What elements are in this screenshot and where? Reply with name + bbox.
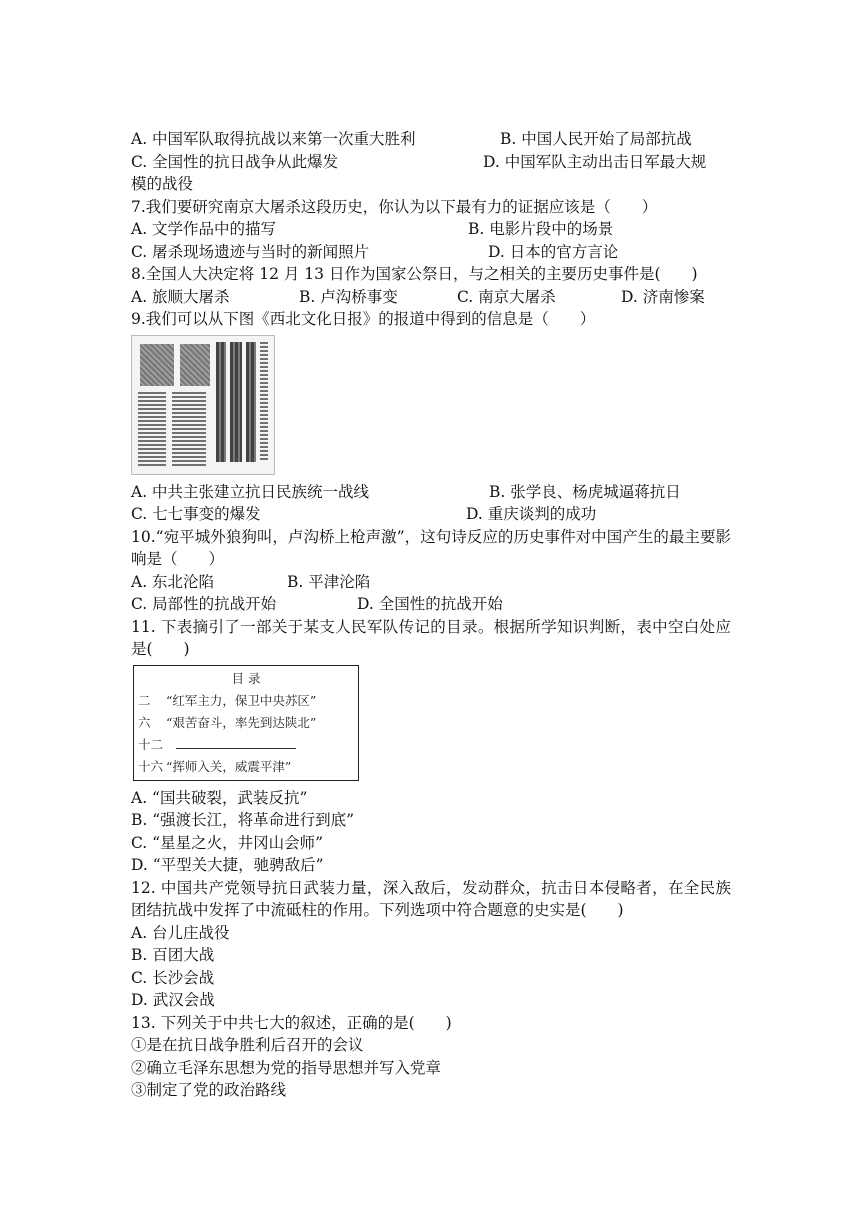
q12-option-b: B. 百团大战 xyxy=(131,946,215,964)
q13-stem: 13. 下列关于中共七大的叙述，正确的是( ) xyxy=(131,1013,452,1032)
q13-statement: ①是在抗日战争胜利后召开的会议 xyxy=(131,1036,364,1054)
q7-options-row-1 xyxy=(131,218,731,241)
q11-option-a: A. “国共破裂，武装反抗” xyxy=(131,788,308,807)
q8-stem: 8.全国人大决定将 12 月 13 日作为国家公祭日，与之相关的主要历史事件是( ) xyxy=(131,265,698,283)
toc-row-number: 六 xyxy=(138,714,151,730)
toc-row-text: “红军主力，保卫中央苏区” xyxy=(166,692,317,708)
q9-option-d: D. 重庆谈判的成功 xyxy=(466,505,597,523)
q10-option-a: A. 东北沦陷 xyxy=(131,572,215,591)
q6-option-b: B. 中国人民开始了局部抗战 xyxy=(500,130,692,148)
toc-blank-line xyxy=(176,734,296,749)
q10-option-d: D. 全国性的抗战开始 xyxy=(357,595,503,613)
toc-row xyxy=(138,690,358,712)
q7-option-b: B. 电影片段中的场景 xyxy=(468,220,614,238)
q7-option-c: C. 屠杀现场遗迹与当时的新闻照片 xyxy=(131,242,370,261)
q9-options-row-2 xyxy=(131,503,731,526)
newspaper-image xyxy=(131,335,275,475)
q6-option-d-continued: 模的战役 xyxy=(131,175,194,193)
toc-row xyxy=(138,756,358,778)
q10-option-b: B. 平津沦陷 xyxy=(287,572,371,591)
q8-options-row xyxy=(131,286,731,309)
q10-stem: 10.“宛平城外狼狗叫，卢沟桥上枪声激”，这句诗反应的历史事件对中国产生的最主要影响是（ ） xyxy=(131,527,731,568)
q11-option-b: B. “强渡长江，将革命进行到底” xyxy=(131,811,355,829)
q6-option-c: C. 全国性的抗日战争从此爆发 xyxy=(131,152,339,171)
q8-option-a: A. 旅顺大屠杀 xyxy=(131,287,230,306)
q11-option-c: C. “星星之火，井冈山会师” xyxy=(131,833,324,852)
q7-stem: 7.我们要研究南京大屠杀这段历史，你认为以下最有力的证据应该是（ ） xyxy=(131,197,658,216)
toc-row-number: 十六 xyxy=(138,758,164,774)
q12-option-d: D. 武汉会战 xyxy=(131,991,215,1009)
exam-page xyxy=(131,128,731,1102)
toc-row xyxy=(138,734,358,756)
q7-option-d: D. 日本的官方言论 xyxy=(488,242,619,261)
q8-option-b: B. 卢沟桥事变 xyxy=(299,287,398,306)
toc-row-text: “艰苦奋斗，率先到达陕北” xyxy=(166,714,317,730)
q9-options-row-1 xyxy=(131,481,731,504)
q12-stem: 12. 中国共产党领导抗日武装力量，深入敌后，发动群众，抗击日本侵略者，在全民族团结抗战中发挥了中流砥柱的作用。下列选项中符合题意的史实是( ) xyxy=(131,878,731,919)
q6-options-row-2 xyxy=(131,151,731,174)
q6-options-row-1 xyxy=(131,128,731,151)
q11-option-d: D. “平型关大捷，驰骋敌后” xyxy=(131,856,324,874)
table-of-contents xyxy=(133,665,359,781)
toc-row-number: 二 xyxy=(138,692,151,708)
q8-option-c: C. 南京大屠杀 xyxy=(457,287,556,306)
q9-option-c: C. 七七事变的爆发 xyxy=(131,505,261,523)
q11-stem: 11. 下表摘引了一部关于某支人民军队传记的目录。根据所学知识判断，表中空白处应是( ) xyxy=(131,617,731,658)
q10-option-c: C. 局部性的抗战开始 xyxy=(131,595,277,613)
q10-options-row-1 xyxy=(131,571,731,594)
q9-option-a: A. 中共主张建立抗日民族统一战线 xyxy=(131,482,370,501)
q12-option-c: C. 长沙会战 xyxy=(131,968,215,987)
toc-title: 目录 xyxy=(231,670,265,686)
q13-statement: ③制定了党的政治路线 xyxy=(131,1081,287,1099)
q9-stem: 9.我们可以从下图《西北文化日报》的报道中得到的信息是（ ） xyxy=(131,310,596,328)
q7-options-row-2 xyxy=(131,241,731,264)
q6-option-a: A. 中国军队取得抗战以来第一次重大胜利 xyxy=(131,130,416,148)
q13-statement: ②确立毛泽东思想为党的指导思想并写入党章 xyxy=(131,1058,442,1077)
toc-row xyxy=(138,712,358,734)
q7-option-a: A. 文学作品中的描写 xyxy=(131,220,277,238)
toc-row-number: 十二 xyxy=(138,736,164,752)
q10-options-row-2 xyxy=(131,593,731,616)
q9-option-b: B. 张学良、杨虎城逼蒋抗日 xyxy=(489,482,681,501)
toc-row-text: “挥师入关，威震平津” xyxy=(166,758,292,774)
q6-option-d: D. 中国军队主动出击日军最大规 xyxy=(483,152,707,171)
q12-option-a: A. 台儿庄战役 xyxy=(131,923,230,942)
q8-option-d: D. 济南惨案 xyxy=(621,287,705,306)
